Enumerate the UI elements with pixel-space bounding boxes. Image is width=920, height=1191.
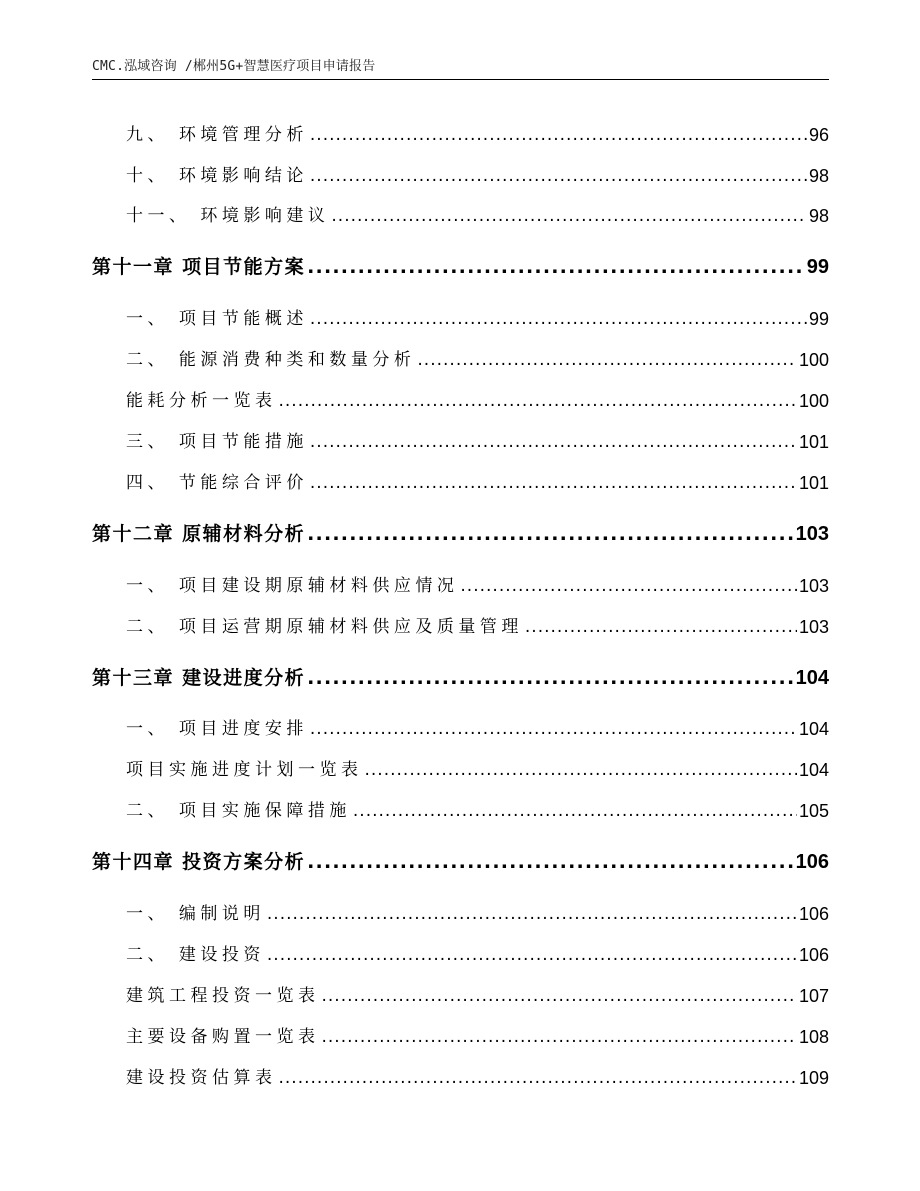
toc-page-number: 104 <box>798 760 829 780</box>
toc-entry-title: 二、 项目运营期原辅材料供应及质量管理 <box>126 617 523 637</box>
toc-page-number: 106 <box>795 851 829 873</box>
toc-entry-title: 十一、 环境影响建议 <box>126 206 330 226</box>
toc-chapter-title: 第十三章 建设进度分析 <box>92 667 306 689</box>
toc-page-number: 104 <box>795 667 829 689</box>
toc-dot-leader <box>322 1023 797 1051</box>
toc-entry-title: 二、 能源消费种类和数量分析 <box>126 350 416 370</box>
toc-dot-leader <box>267 941 797 969</box>
toc-page-number: 106 <box>798 904 829 924</box>
toc-entry-investment-estimate-table[interactable] <box>126 1064 829 1092</box>
toc-page-number: 107 <box>798 986 829 1006</box>
toc-entry-energy-evaluation[interactable] <box>126 469 829 497</box>
toc-entry-energy-measures[interactable] <box>126 428 829 456</box>
toc-entry-title: 建设投资估算表 <box>126 1068 277 1088</box>
toc-page-number: 96 <box>808 125 829 145</box>
toc-entry-title: 一、 编制说明 <box>126 904 265 924</box>
toc-dot-leader <box>353 797 797 825</box>
toc-dot-leader <box>279 1064 797 1092</box>
toc-entry-title: 能耗分析一览表 <box>126 391 277 411</box>
toc-dot-leader <box>310 428 797 456</box>
toc-entry-title: 九、 环境管理分析 <box>126 125 308 145</box>
toc-entry-energy-overview[interactable] <box>126 305 829 333</box>
toc-dot-leader <box>460 572 797 600</box>
toc-page-number: 100 <box>798 391 829 411</box>
toc-entry-schedule-guarantee[interactable] <box>126 797 829 825</box>
toc-dot-leader <box>365 756 797 784</box>
toc-dot-leader <box>307 664 794 692</box>
toc-dot-leader <box>525 613 797 641</box>
toc-entry-equipment-table[interactable] <box>126 1023 829 1051</box>
toc-page-number: 104 <box>798 719 829 739</box>
toc-dot-leader <box>307 253 805 281</box>
toc-entry-environment-conclusion[interactable] <box>126 162 829 190</box>
toc-entry-compilation-notes[interactable] <box>126 900 829 928</box>
toc-dot-leader <box>279 387 797 415</box>
toc-entry-title: 一、 项目节能概述 <box>126 309 308 329</box>
toc-chapter-14[interactable] <box>92 848 829 876</box>
toc-dot-leader <box>331 202 807 230</box>
toc-page-number: 98 <box>808 166 829 186</box>
toc-entry-schedule-table[interactable] <box>126 756 829 784</box>
toc-chapter-11[interactable] <box>92 253 829 281</box>
toc-entry-title: 一、 项目进度安排 <box>126 719 308 739</box>
toc-entry-title: 二、 建设投资 <box>126 945 265 965</box>
toc-page-number: 109 <box>798 1068 829 1088</box>
toc-page-number: 101 <box>798 432 829 452</box>
toc-dot-leader <box>310 162 807 190</box>
toc-chapter-title: 第十二章 原辅材料分析 <box>92 523 306 545</box>
toc-page-number: 99 <box>808 309 829 329</box>
toc-dot-leader <box>307 520 794 548</box>
running-header: CMC.泓域咨询 /郴州5G+智慧医疗项目申请报告 <box>92 59 376 74</box>
toc-page-number: 103 <box>795 523 829 545</box>
toc-entry-building-investment-table[interactable] <box>126 982 829 1010</box>
toc-dot-leader <box>310 469 797 497</box>
toc-entry-title: 项目实施进度计划一览表 <box>126 760 363 780</box>
toc-page-number: 101 <box>798 473 829 493</box>
toc-dot-leader <box>307 848 794 876</box>
toc-dot-leader <box>417 346 797 374</box>
toc-chapter-title: 第十一章 项目节能方案 <box>92 256 306 278</box>
toc-entry-energy-table[interactable] <box>126 387 829 415</box>
toc-page-number: 105 <box>798 801 829 821</box>
toc-entry-title: 十、 环境影响结论 <box>126 166 308 186</box>
toc-entry-title: 建筑工程投资一览表 <box>126 986 320 1006</box>
toc-entry-schedule-arrangement[interactable] <box>126 715 829 743</box>
toc-dot-leader <box>310 121 807 149</box>
toc-page-number: 103 <box>798 617 829 637</box>
toc-entry-title: 三、 项目节能措施 <box>126 432 308 452</box>
toc-dot-leader <box>267 900 797 928</box>
toc-page-number: 100 <box>798 350 829 370</box>
toc-entry-title: 四、 节能综合评价 <box>126 473 308 493</box>
toc-entry-construction-materials[interactable] <box>126 572 829 600</box>
toc-entry-title: 主要设备购置一览表 <box>126 1027 320 1047</box>
toc-page-number: 106 <box>798 945 829 965</box>
toc-chapter-12[interactable] <box>92 520 829 548</box>
toc-dot-leader <box>322 982 797 1010</box>
toc-entry-construction-investment[interactable] <box>126 941 829 969</box>
toc-entry-environment-management[interactable] <box>126 121 829 149</box>
toc-chapter-title: 第十四章 投资方案分析 <box>92 851 306 873</box>
toc-entry-title: 二、 项目实施保障措施 <box>126 801 351 821</box>
toc-entry-operation-materials[interactable] <box>126 613 829 641</box>
toc-dot-leader <box>310 305 807 333</box>
toc-page-number: 108 <box>798 1027 829 1047</box>
toc-page-number: 98 <box>808 206 829 226</box>
toc-chapter-13[interactable] <box>92 664 829 692</box>
toc-entry-energy-consumption[interactable] <box>126 346 829 374</box>
toc-page-number: 99 <box>806 256 829 278</box>
toc-entry-environment-suggestions[interactable] <box>126 202 829 230</box>
toc-dot-leader <box>310 715 797 743</box>
toc-page-number: 103 <box>798 576 829 596</box>
toc-entry-title: 一、 项目建设期原辅材料供应情况 <box>126 576 459 596</box>
